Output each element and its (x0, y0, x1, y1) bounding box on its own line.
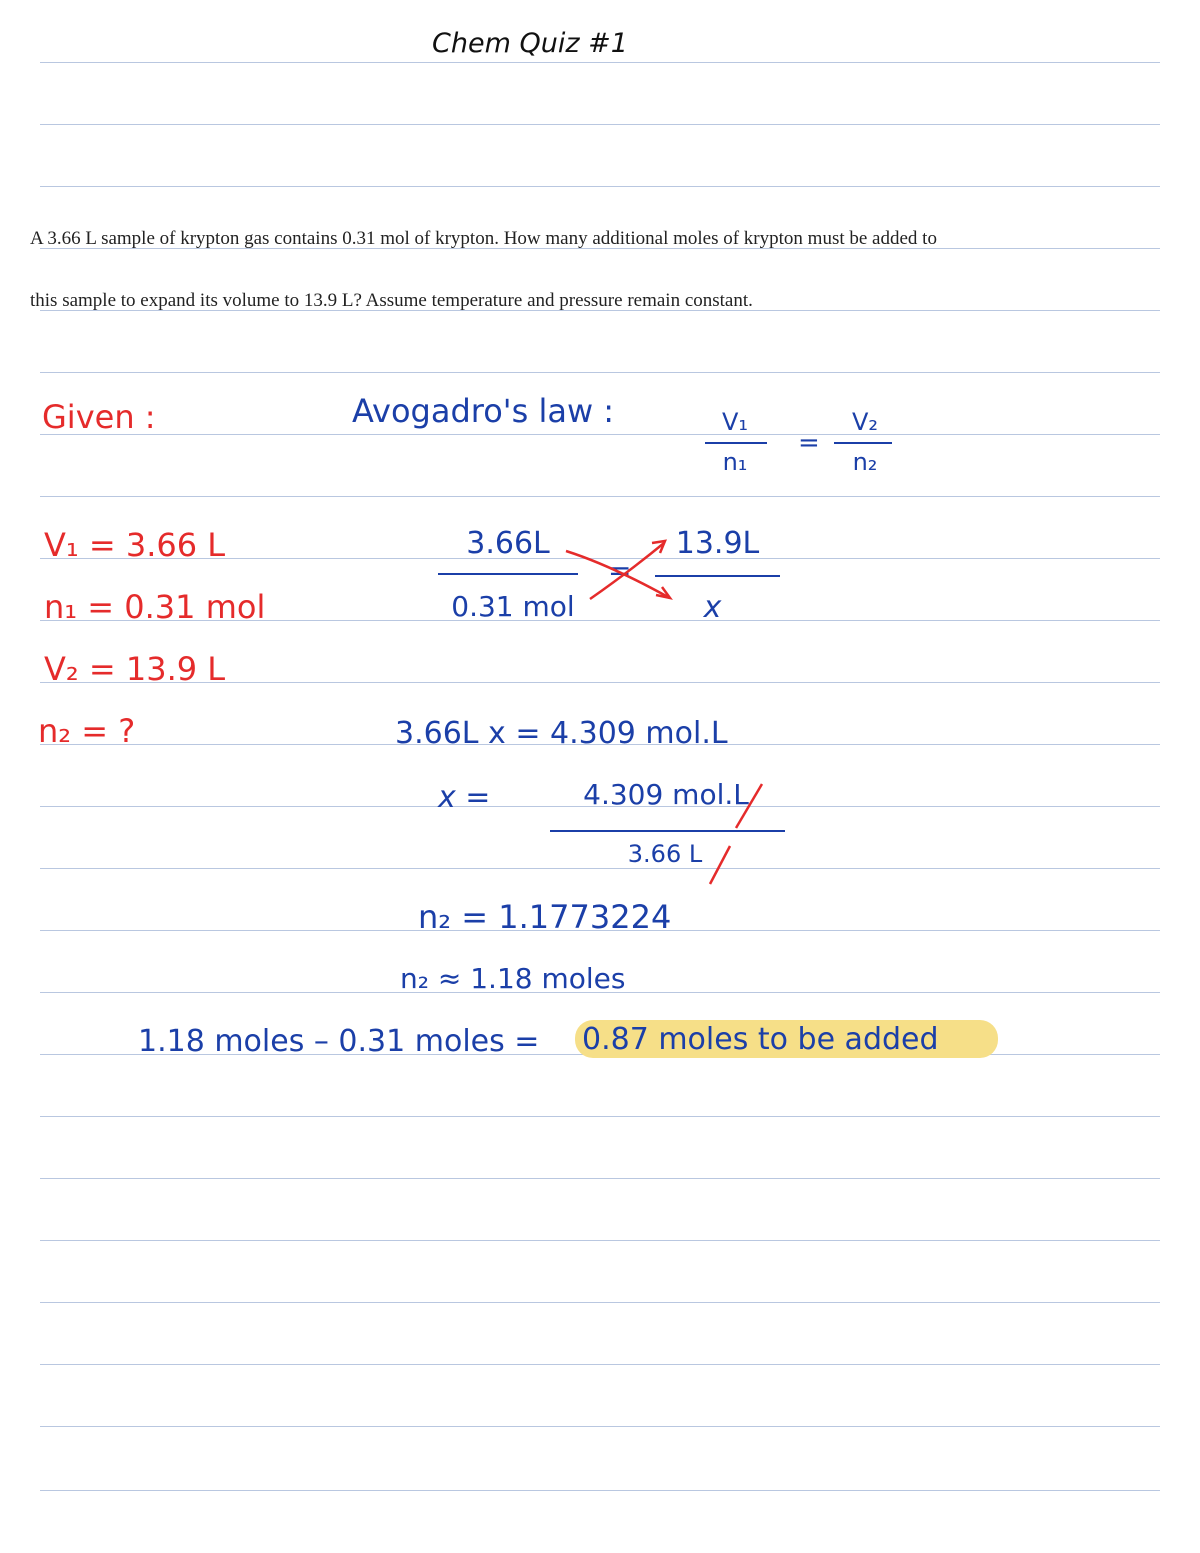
given-n2: n₂ = ? (38, 712, 136, 750)
given-heading: Given : (42, 398, 156, 436)
cross-multiply-arrows (560, 535, 680, 605)
setup-num-right: 13.9L (675, 526, 760, 561)
given-v2: V₂ = 13.9 L (44, 650, 226, 688)
step-n2-value: n₂ = 1.1773224 (418, 898, 672, 936)
rule-line (40, 1490, 1160, 1491)
step-n2-rounded: n₂ ≈ 1.18 moles (400, 962, 626, 995)
step-x-label: x = (438, 780, 491, 815)
step-final-subtraction: 1.18 moles – 0.31 moles = (138, 1024, 540, 1059)
rule-line (40, 1302, 1160, 1303)
law-fraction-bar-left (705, 442, 767, 444)
law-v2: V₂ (851, 408, 879, 436)
setup-den-right: x (703, 590, 722, 625)
step-x-denominator: 3.66 L (627, 840, 703, 868)
rule-line (40, 868, 1160, 869)
rule-line (40, 62, 1160, 63)
setup-num-left: 3.66L (466, 526, 550, 561)
rule-line (40, 1178, 1160, 1179)
question-line-2: this sample to expand its volume to 13.9 L? Assume temperature and pressure remain constant. (30, 290, 753, 311)
law-label: Avogadro's law : (352, 392, 615, 430)
law-fraction-bar-right (834, 442, 892, 444)
rule-line (40, 1364, 1160, 1365)
step-x-numerator: 4.309 mol.L (583, 778, 749, 811)
law-n2: n₂ (852, 448, 878, 476)
rule-line (40, 496, 1160, 497)
rule-line (40, 124, 1160, 125)
rule-line (40, 1240, 1160, 1241)
law-n1: n₁ (722, 448, 748, 476)
setup-bar-left (438, 573, 578, 575)
step-cross-multiply: 3.66L x = 4.309 mol.L (395, 716, 728, 751)
rule-line (40, 186, 1160, 187)
final-answer: 0.87 moles to be added (582, 1022, 939, 1057)
given-n1: n₁ = 0.31 mol (44, 588, 266, 626)
setup-equals: = (608, 554, 632, 587)
rule-line (40, 1116, 1160, 1117)
given-v1: V₁ = 3.66 L (44, 526, 226, 564)
setup-den-left: 0.31 mol (451, 590, 575, 623)
unit-cancel-marks (700, 780, 790, 890)
question-line-1: A 3.66 L sample of krypton gas contains 0.31 mol of krypton. How many additional moles of krypton must be added to (30, 228, 937, 249)
law-equals: = (798, 428, 820, 458)
rule-line (40, 1426, 1160, 1427)
law-v1: V₁ (721, 408, 749, 436)
rule-line (40, 372, 1160, 373)
rule-line (40, 434, 1160, 435)
page-title: Chem Quiz #1 (432, 28, 628, 59)
